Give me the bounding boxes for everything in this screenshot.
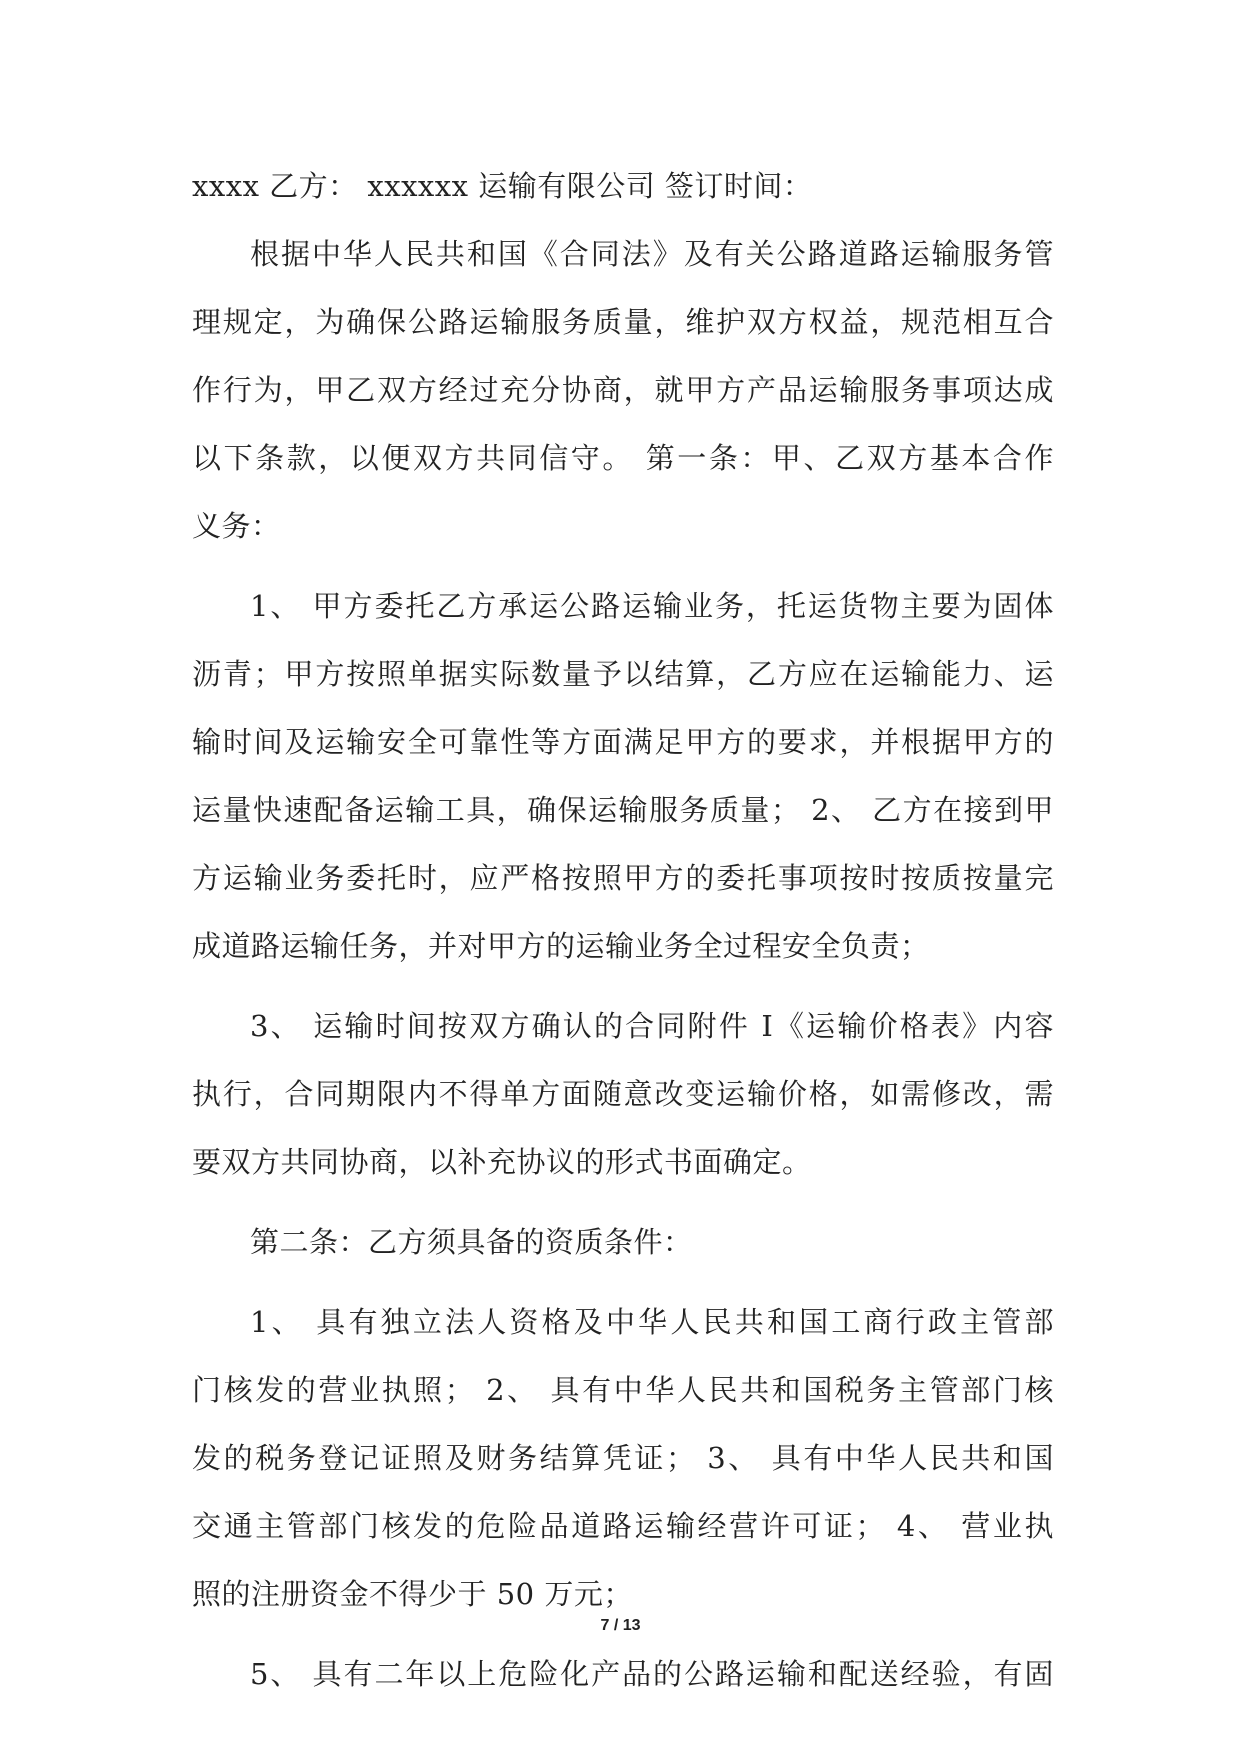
document-body	[192, 152, 1054, 1708]
text-line: 成道路运输任务，并对甲方的运输业务全过程安全负责；	[192, 929, 930, 963]
text-line: 方运输业务委托时，应严格按照甲方的委托事项按时按质按量完	[192, 861, 1054, 895]
text-line: 要双方共同协商，以补充协议的形式书面确定。	[192, 1145, 812, 1179]
text-line: 1、 甲方委托乙方承运公路运输业务，托运货物主要为固体	[250, 589, 1054, 623]
text-line: 3、 运输时间按双方确认的合同附件 I《运输价格表》内容	[250, 1009, 1054, 1043]
text-line: 输时间及运输安全可靠性等方面满足甲方的要求，并根据甲方的	[192, 725, 1054, 759]
text-line: 作行为，甲乙双方经过充分协商，就甲方产品运输服务事项达成	[192, 373, 1054, 407]
section-heading: 第二条：乙方须具备的资质条件：	[250, 1225, 693, 1259]
text-line: 门核发的营业执照； 2、 具有中华人民共和国税务主管部门核	[192, 1373, 1054, 1407]
text-line: xxxx 乙方： xxxxxx 运输有限公司 签订时间：	[192, 169, 813, 203]
page-number: 7 / 13	[600, 1617, 641, 1634]
text-line: 1、 具有独立法人资格及中华人民共和国工商行政主管部	[250, 1305, 1054, 1339]
text-line: 根据中华人民共和国《合同法》及有关公路道路运输服务管	[250, 237, 1054, 271]
text-line: 交通主管部门核发的危险品道路运输经营许可证； 4、 营业执	[192, 1509, 1054, 1543]
text-line: 5、 具有二年以上危险化产品的公路运输和配送经验，有固	[250, 1657, 1054, 1691]
text-line: 运量快速配备运输工具，确保运输服务质量； 2、 乙方在接到甲	[192, 793, 1054, 827]
text-line: 理规定，为确保公路运输服务质量，维护双方权益，规范相互合	[192, 305, 1054, 339]
text-line: 照的注册资金不得少于 50 万元；	[192, 1577, 633, 1611]
text-line: 发的税务登记证照及财务结算凭证； 3、 具有中华人民共和国	[192, 1441, 1054, 1475]
text-line: 义务：	[192, 509, 281, 543]
text-line: 执行，合同期限内不得单方面随意改变运输价格，如需修改，需	[192, 1077, 1054, 1111]
text-line: 沥青；甲方按照单据实际数量予以结算，乙方应在运输能力、运	[192, 657, 1054, 691]
text-line: 以下条款，以便双方共同信守。 第一条：甲、乙双方基本合作	[192, 441, 1054, 475]
